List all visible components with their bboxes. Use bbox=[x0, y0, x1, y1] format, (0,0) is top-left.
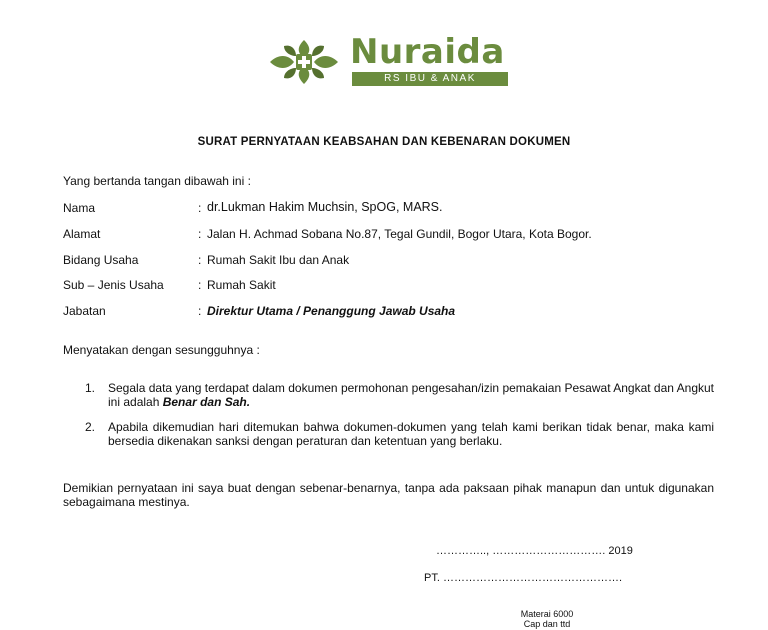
field-value-nama: dr.Lukman Hakim Muchsin, SpOG, MARS. bbox=[207, 200, 443, 214]
field-colon: : bbox=[198, 253, 202, 267]
document-title: SURAT PERNYATAAN KEABSAHAN DAN KEBENARAN DOKUMEN bbox=[197, 136, 571, 148]
hospital-logo bbox=[266, 32, 516, 88]
field-colon: : bbox=[198, 278, 202, 292]
field-label-bidang-usaha: Bidang Usaha bbox=[63, 253, 139, 267]
field-value-sub-jenis-usaha: Rumah Sakit bbox=[207, 278, 276, 292]
field-colon: : bbox=[198, 227, 202, 241]
field-label-jabatan: Jabatan bbox=[63, 304, 106, 318]
intro-text: Yang bertanda tangan dibawah ini : bbox=[63, 174, 251, 188]
field-colon: : bbox=[198, 304, 202, 318]
logo-name: Nuraida bbox=[350, 32, 505, 72]
statement-intro: Menyatakan dengan sesungguhnya : bbox=[63, 343, 260, 357]
closing-paragraph: Demikian pernyataan ini saya buat dengan sebenar-benarnya, tanpa ada paksaan pihak manapun dan untuk digunakan sebagaimana mestinya. bbox=[63, 481, 714, 509]
field-label-nama: Nama bbox=[63, 201, 96, 215]
field-label-alamat: Alamat bbox=[63, 227, 101, 241]
statement-number: 1. bbox=[85, 381, 96, 395]
statement-1-emphasis: Benar dan Sah. bbox=[162, 395, 251, 409]
statement-number: 2. bbox=[85, 420, 96, 434]
field-label-sub-jenis-usaha: Sub – Jenis Usaha bbox=[63, 278, 164, 292]
stamp-line-2: Cap dan ttd bbox=[523, 619, 571, 629]
stamp-line-1: Materai 6000 bbox=[520, 609, 574, 619]
field-colon: : bbox=[198, 201, 202, 215]
flower-cross-icon bbox=[266, 36, 342, 88]
signature-place-date: ………….., …………………………. 2019 bbox=[436, 545, 633, 557]
logo-tagline: RS IBU & ANAK bbox=[352, 72, 508, 86]
statement-2: Apabila dikemudian hari ditemukan bahwa dokumen-dokumen yang telah kami berikan tidak benar, maka kami bersedia dikenakan sanksi dengan peraturan dan ketentuan yang berlaku. bbox=[108, 420, 714, 448]
field-value-jabatan: Direktur Utama / Penanggung Jawab Usaha bbox=[207, 304, 456, 318]
field-value-bidang-usaha: Rumah Sakit Ibu dan Anak bbox=[207, 253, 350, 267]
signature-company: PT. …………………………………………. bbox=[424, 572, 623, 584]
stamp-note bbox=[497, 609, 597, 629]
field-value-alamat: Jalan H. Achmad Sobana No.87, Tegal Gundil, Bogor Utara, Kota Bogor. bbox=[207, 227, 592, 241]
statement-1-text: Segala data yang terdapat dalam dokumen permohonan pengesahan/izin pemakaian Pesawat Angkat dan Angkut ini adalah bbox=[108, 381, 714, 409]
statement-1 bbox=[108, 381, 714, 409]
